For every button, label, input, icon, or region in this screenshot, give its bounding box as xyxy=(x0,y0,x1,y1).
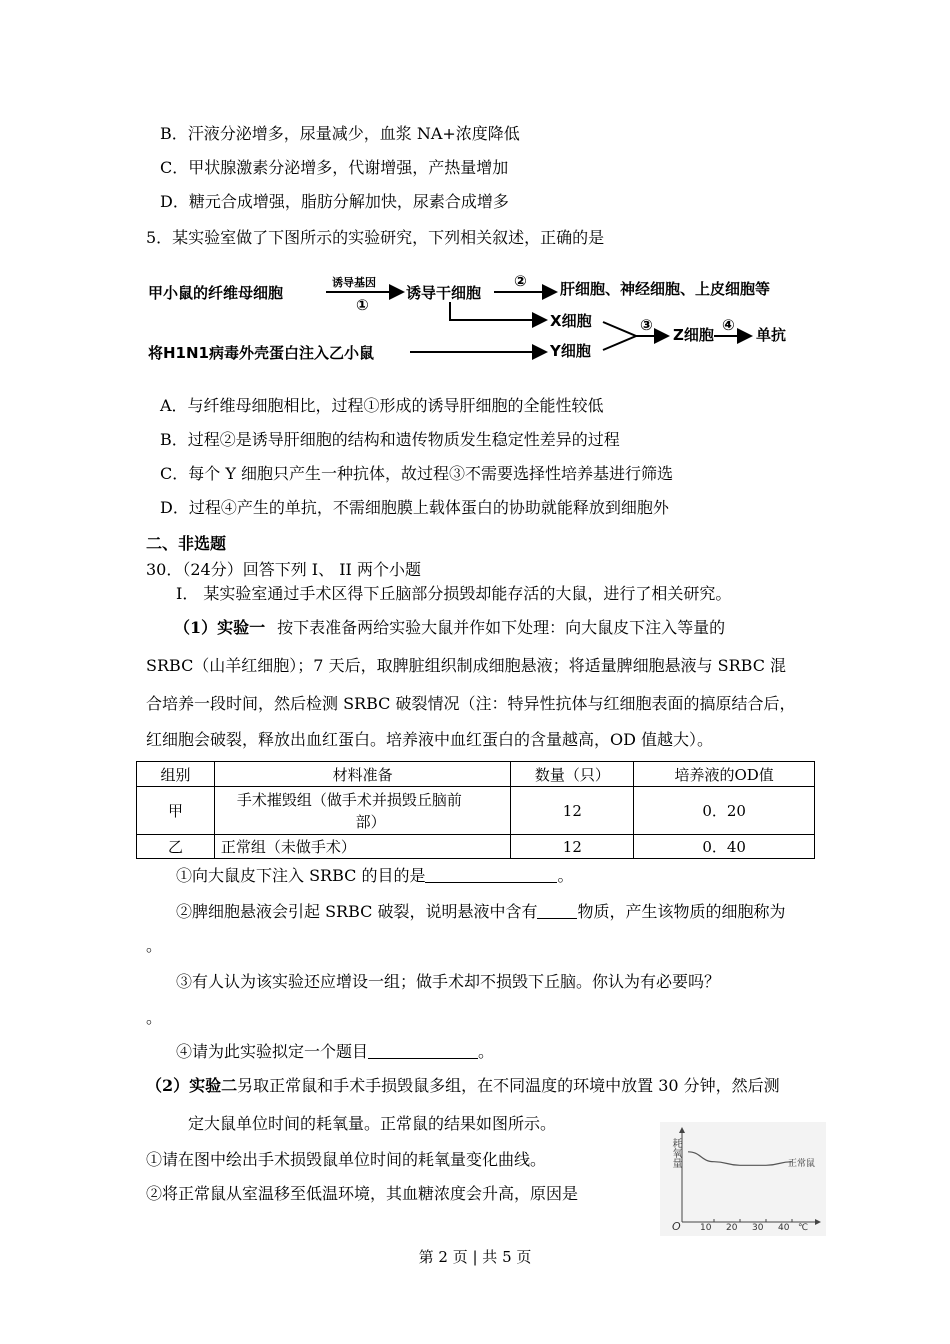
row-od: 0．20 xyxy=(634,787,815,835)
page-footer: 第 2 页 | 共 5 页 xyxy=(418,1248,532,1266)
exp1-q3: ③有人认为该实验还应增设一组；做手术却不损毁下丘脑。你认为有必要吗？ xyxy=(176,972,721,991)
row-od: 0．40 xyxy=(634,835,815,859)
q5-option-c: C．每个 Y 细胞只产生一种抗体，故过程③不需要选择性培养基进行筛选 xyxy=(160,464,673,483)
step-2-label: ② xyxy=(514,272,527,290)
graph-svg xyxy=(660,1122,826,1236)
exp2-text: 另取正常鼠和手术手损毁鼠多组，在不同温度的环境中放置 30 分钟，然后测 xyxy=(237,1076,780,1095)
material-line2: 部） xyxy=(355,812,386,831)
q30-stem: 30．（24分）回答下列 I、 II 两个小题 xyxy=(146,560,421,579)
table-row xyxy=(137,787,815,835)
data-table xyxy=(136,761,815,859)
exp1-line4: 红细胞会破裂，释放出血红蛋白。培养液中血红蛋白的含量越高，OD 值越大）。 xyxy=(146,730,714,749)
exp1-q2 xyxy=(176,902,786,922)
exp1-q4 xyxy=(176,1042,494,1062)
exp1-line1 xyxy=(174,618,725,638)
xtick-label: 20 xyxy=(726,1223,738,1233)
answer-blank[interactable] xyxy=(368,1042,478,1059)
table-row xyxy=(137,835,815,859)
exp1-line2: SRBC（山羊红细胞）；7 天后，取脾脏组织制成细胞悬液；将适量脾细胞悬液与 SRBC 混 xyxy=(146,656,787,675)
exp1-line3: 合培养一段时间，然后检测 SRBC 破裂情况（注：特异性抗体与红细胞表面的搞原结合后， xyxy=(146,694,796,713)
graph-ylabel: 耗氧量 xyxy=(670,1138,681,1168)
header-count: 数量（只） xyxy=(511,762,634,787)
material-line1: 手术摧毁组（做手术并损毁丘脑前 xyxy=(236,790,462,809)
exp1-q2-end: 。 xyxy=(146,936,163,955)
result-cells-label: 肝细胞、神经细胞、上皮细胞等 xyxy=(560,280,771,298)
exp2-label: （2）实验二 xyxy=(146,1076,238,1095)
ips-cell-label: 诱导干细胞 xyxy=(406,284,482,302)
table-header-row xyxy=(137,762,815,787)
answer-blank[interactable] xyxy=(425,866,557,883)
row-count: 12 xyxy=(511,787,634,835)
xtick-label: 10 xyxy=(700,1223,712,1233)
exp1-label: （1）实验一 xyxy=(174,618,266,637)
virus-injection-label: 将H1N1病毒外壳蛋白注入乙小鼠 xyxy=(148,344,374,362)
xunit-label: ℃ xyxy=(798,1223,809,1233)
row-group: 乙 xyxy=(137,835,215,859)
option-b: B．汗液分泌增多，尿量减少，血浆 NA+浓度降低 xyxy=(160,124,520,143)
exp1-q2-text-a: ②脾细胞悬液会引起 SRBC 破裂，说明悬液中含有 xyxy=(176,902,538,921)
q5-option-a: A．与纤维母细胞相比，过程①形成的诱导肝细胞的全能性较低 xyxy=(160,396,604,415)
induce-gene-label: 诱导基因 xyxy=(332,276,376,289)
exp1-q1 xyxy=(176,866,574,886)
exp2-line2: 定大鼠单位时间的耗氧量。正常鼠的结果如图所示。 xyxy=(188,1114,557,1133)
header-od: 培养液的OD值 xyxy=(634,762,815,787)
option-c: C．甲状腺激素分泌增多，代谢增强，产热量增加 xyxy=(160,158,509,177)
exp1-q1-text: ①向大鼠皮下注入 SRBC 的目的是 xyxy=(176,866,426,885)
option-d: D．糖元合成增强，脂肪分解加快，尿素合成增多 xyxy=(160,192,509,211)
step-4-label: ④ xyxy=(722,316,735,334)
answer-blank[interactable] xyxy=(537,902,577,919)
exp1-q2-text-b: 物质，产生该物质的细胞称为 xyxy=(577,902,786,921)
x-cell-label: X细胞 xyxy=(550,312,592,330)
exp2-q1: ①请在图中绘出手术损毁鼠单位时间的耗氧量变化曲线。 xyxy=(146,1150,547,1169)
header-material: 材料准备 xyxy=(214,762,511,787)
q5-option-b: B．过程②是诱导肝细胞的结构和遗传物质发生稳定性差异的过程 xyxy=(160,430,620,449)
exp1-q4-end: 。 xyxy=(478,1042,495,1061)
series-label: 正常鼠 xyxy=(788,1159,816,1169)
exp1-text: 按下表准备两给实验大鼠并作如下处理：向大鼠皮下注入等量的 xyxy=(277,618,726,637)
exp1-q4-text: ④请为此实验拟定一个题目 xyxy=(176,1042,369,1061)
flow-diagram xyxy=(148,268,808,378)
exp1-q1-end: 。 xyxy=(557,866,574,885)
section-title: 二、非选题 xyxy=(146,534,227,553)
row-count: 12 xyxy=(511,835,634,859)
row-group: 甲 xyxy=(137,787,215,835)
step-3-label: ③ xyxy=(640,316,653,334)
q5-stem: 5．某实验室做了下图所示的实验研究，下列相关叙述，正确的是 xyxy=(146,228,605,247)
step-1-label: ① xyxy=(356,296,369,314)
y-cell-label: Y细胞 xyxy=(550,342,591,360)
exp2-q2: ②将正常鼠从室温移至低温环境，其血糖浓度会升高，原因是 xyxy=(146,1184,579,1203)
graph-origin: O xyxy=(672,1220,681,1233)
part1-intro: I． 某实验室通过手术区得下丘脑部分损毁却能存活的大鼠，进行了相关研究。 xyxy=(176,584,732,603)
exp1-q3-end: 。 xyxy=(146,1008,163,1027)
exp2-line1 xyxy=(146,1076,780,1096)
xtick-label: 30 xyxy=(752,1223,764,1233)
q5-option-d: D．过程④产生的单抗，不需细胞膜上载体蛋白的协助就能释放到细胞外 xyxy=(160,498,669,517)
row-material: 正常组（未做手术） xyxy=(214,835,511,859)
mab-label: 单抗 xyxy=(756,326,787,344)
row-material xyxy=(214,787,511,835)
xtick-label: 40 xyxy=(778,1223,790,1233)
z-cell-label: Z细胞 xyxy=(673,326,714,344)
header-group: 组别 xyxy=(137,762,215,787)
fibroblast-label: 甲小鼠的纤维母细胞 xyxy=(148,284,284,302)
normal-rat-curve xyxy=(688,1152,792,1166)
oxygen-consumption-graph[interactable] xyxy=(660,1122,826,1236)
